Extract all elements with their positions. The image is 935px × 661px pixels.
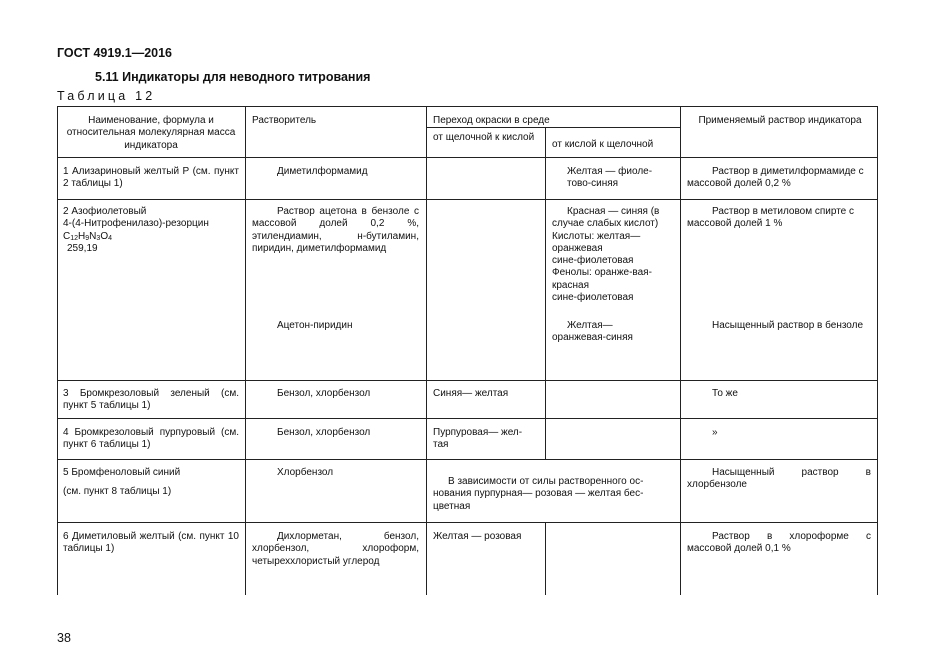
table-rule bbox=[57, 199, 878, 200]
row1-solvent: Диметилформамид bbox=[277, 166, 368, 177]
header-transition: Переход окраски в среде bbox=[433, 115, 550, 126]
row4-solvent: Бензол, хлорбензол bbox=[277, 427, 371, 438]
row5-name-ref: (см. пункт 8 таблицы 1) bbox=[63, 486, 172, 497]
row2-solution2: Насыщенный раствор в бензоле bbox=[712, 320, 864, 331]
row6-alk-to-acid: Желтая — розовая bbox=[433, 531, 522, 542]
row2-solvent2: Ацетон-пиридин bbox=[277, 320, 353, 331]
row4-name: 4 Бромкрезоловый пурпуровый (см. пункт 6 таблицы 1) bbox=[63, 427, 239, 451]
table-rule bbox=[57, 380, 878, 381]
row2-acid-to-alk: Красная — синяя (в случае слабых кислот) Кислоты: желтая—оранжевая сине-фиолетовая Фенолы: оранже-вая-красная сине-фиолетовая bbox=[552, 206, 660, 304]
row5-solvent: Хлорбензол bbox=[277, 467, 334, 478]
table-rule bbox=[877, 106, 878, 595]
header-name: Наименование, формула и относительная молекулярная масса индикатора bbox=[66, 115, 236, 151]
row2-name-chemical: 4-(4-Нитрофенилазо)-резорцин bbox=[63, 218, 209, 230]
table-rule bbox=[57, 459, 878, 460]
row3-alk-to-acid: Синяя— желтая bbox=[433, 388, 509, 399]
table-rule bbox=[57, 522, 878, 523]
row2-name-title: 2 Азофиолетовый bbox=[63, 206, 147, 217]
table-rule bbox=[57, 106, 58, 595]
table-rule bbox=[57, 106, 878, 107]
table-rule bbox=[545, 127, 546, 459]
row3-solvent: Бензол, хлорбензол bbox=[277, 388, 371, 399]
header-alk-to-acid: от щелочной к кислой bbox=[433, 132, 535, 143]
header-solvent: Растворитель bbox=[252, 115, 317, 126]
row5-name: 5 Бромфеноловый синий bbox=[63, 467, 181, 478]
row5-transition: В зависимости от силы растворенного ос- нования пурпурная— розовая — желтая бес- цветная bbox=[433, 476, 644, 512]
row4-alk-to-acid: Пурпуровая— жел- тая bbox=[433, 427, 523, 451]
row1-name: 1 Ализариновый желтый Р (см. пункт 2 таблицы 1) bbox=[63, 166, 239, 190]
row3-name: 3 Бромкрезоловый зеленый (см. пункт 5 таблицы 1) bbox=[63, 388, 239, 412]
row2-solution: Раствор в метиловом спирте с массовой долей 1 % bbox=[687, 206, 855, 230]
row2-formula: $C_{12}H_9N_3O_4$ bbox=[63, 230, 112, 242]
table-caption: Таблица 12 bbox=[57, 89, 156, 103]
standard-designation: ГОСТ 4919.1—2016 bbox=[57, 46, 173, 60]
table-rule bbox=[545, 522, 546, 595]
row5-solution: Насыщенный раствор в хлорбензоле bbox=[687, 467, 871, 491]
table-rule bbox=[426, 106, 427, 595]
page-number: 38 bbox=[57, 631, 71, 645]
indicator-table bbox=[57, 106, 878, 595]
row3-solution: То же bbox=[712, 388, 738, 399]
row2-acid-to-alk2: Желтая— оранжевая-синяя bbox=[552, 320, 633, 344]
row4-solution: » bbox=[712, 427, 718, 438]
section-heading: 5.11 Индикаторы для неводного титрования bbox=[95, 70, 371, 84]
row1-acid-to-alk: Желтая — фиоле- тово-синяя bbox=[567, 166, 653, 190]
row6-solvent: Дихлорметан, бензол, хлорбензол, хлороформ, четыреххлористый углерод bbox=[252, 531, 419, 567]
table-rule bbox=[680, 106, 681, 595]
row6-solution: Раствор в хлороформе с массовой долей 0,1 % bbox=[687, 531, 871, 555]
header-acid-to-alk: от кислой к щелочной bbox=[552, 139, 654, 150]
header-solution: Применяемый раствор индикатора bbox=[698, 115, 862, 126]
table-rule bbox=[245, 106, 246, 595]
table-rule bbox=[57, 418, 878, 419]
row2-name bbox=[63, 206, 241, 255]
table-rule bbox=[57, 157, 878, 158]
row2-solvent: Раствор ацетона в бензоле с массовой долей 0,2 %, этилендиамин, н-бутиламин, пиридин, диметилформамид bbox=[252, 206, 419, 254]
row6-name: 6 Диметиловый желтый (см. пункт 10 таблицы 1) bbox=[63, 531, 239, 555]
row1-solution: Раствор в диметилформамиде с массовой долей 0,2 % bbox=[687, 166, 864, 190]
row2-molar-mass: 259,19 bbox=[67, 242, 98, 254]
